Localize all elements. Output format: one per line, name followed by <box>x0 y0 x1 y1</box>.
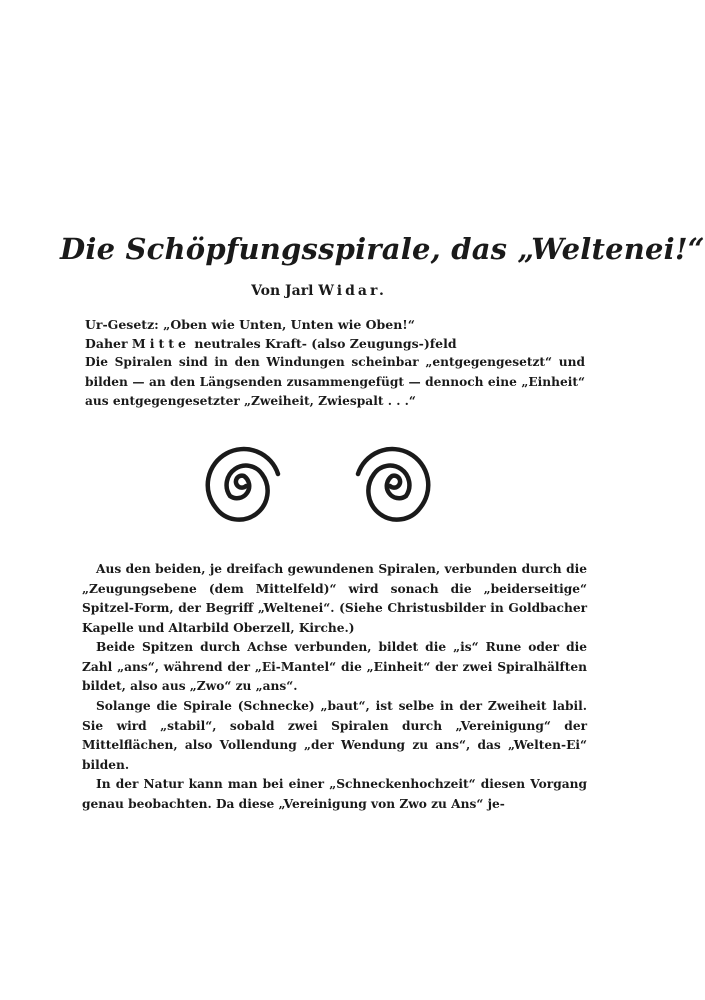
page-title: Die Schöpfungsspirale, das „Weltenei!“ <box>60 232 705 266</box>
paragraph-2: Beide Spitzen durch Achse verbunden, bildet die „is“ Rune oder die Zahl „ans“, während der „Ei-Mantel“ die „Einheit“ der zwei Spiralhälften bildet, also aus „Zwo“ zu „ans“. <box>82 640 587 694</box>
intro-law-line: Ur-Gesetz: „Oben wie Unten, Unten wie Oben!“ <box>85 317 415 332</box>
intro-middle-pre: Daher <box>85 336 132 351</box>
author-line <box>60 283 578 299</box>
right-spiral-icon <box>358 449 428 520</box>
intro-middle-line <box>85 336 585 351</box>
paragraph-4: In der Natur kann man bei einer „Schneckenhochzeit“ diesen Vorgang genau beobachten. Da diese „Vereinigung von Zwo zu Ans“ je- <box>82 777 587 811</box>
double-spiral-figure <box>188 432 448 532</box>
intro-middle-post: neutrales Kraft- (also Zeugungs-)feld <box>190 336 457 351</box>
left-spiral-icon <box>208 449 278 520</box>
intro-paragraph: Die Spiralen sind in den Windungen scheinbar „entgegengesetzt“ und bilden — an den Längsenden zusammengefügt — dennoch eine „Einheit“ aus entgegengesetzter „Zweiheit, Zwiespalt . . .“ <box>85 355 585 409</box>
author-prefix: Von Jarl <box>251 283 319 299</box>
paragraph-1: Aus den beiden, je dreifach gewundenen Spiralen, verbunden durch die „Zeugungsebene (dem Mittelfeld)“ wird sonach die „beiderseitige“ Spitzel-Form, der Begriff „Weltenei“. (Siehe Christusbilder in Goldbacher Kapelle und Altarbild Oberzell, Kirche.) <box>82 562 587 635</box>
intro-middle-spaced: Mitte <box>131 336 191 351</box>
author-name: Widar. <box>318 283 387 299</box>
paragraph-3: Solange die Spirale (Schnecke) „baut“, ist selbe in der Zweiheit labil. Sie wird „stabil“, sobald zwei Spiralen durch „Vereinigung“ der Mittelflächen, also Vollendung „der Wendung zu ans“, das „Welten-Ei“ bilden. <box>82 699 587 772</box>
